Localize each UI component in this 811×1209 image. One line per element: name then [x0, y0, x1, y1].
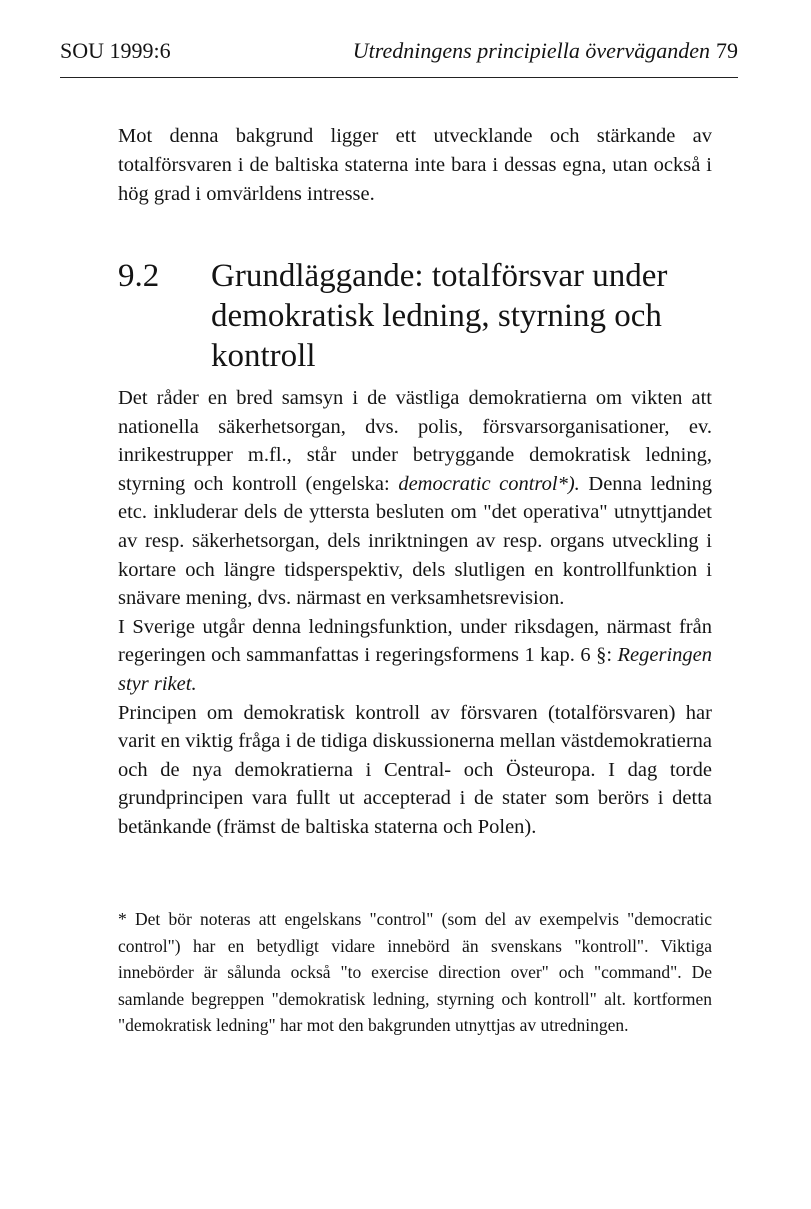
intro-paragraph: Mot denna bakgrund ligger ett utvecklande och stärkande av totalförsvaren i de baltiska staterna inte bara i dessas egna, utan också i hög grad i omvärldens intresse. [118, 125, 712, 205]
paragraph-3: Principen om demokratisk kontroll av försvaren (totalförsvaren) har varit en viktig fråga i de tidiga diskussionerna mellan västdemokratierna och de nya demokratierna i Central- och Östeuropa. I dag torde grundprincipen vara fullt ut accepterad i de stater som berörs i detta betänkande (främst de baltiska staterna och Polen). [118, 701, 712, 838]
paragraph-2-italic: Regeringen styr riket. [118, 644, 712, 695]
paragraph-1-end: Denna ledning etc. inkluderar dels de yttersta besluten om "det operativa" utnyttjandet av resp. säkerhetsorgan, dels inriktningen av resp. organs utveckling i kortare och längre tidsperspektiv, dels slutligen en kontrollfunktion i snävare mening, dvs. närmast en verksamhetsrevision. [118, 472, 712, 610]
chapter-title-text: Utredningens principiella överväganden [352, 38, 710, 63]
footnote [90, 906, 712, 1039]
page-number: 79 [716, 38, 738, 63]
paragraph-2 [118, 613, 712, 699]
section-title: Grundläggande: totalförsvar under demokratisk ledning, styrning och kontroll [211, 258, 668, 374]
footnote-text: * Det bör noteras att engelskans "control" (som del av exempelvis "democratic control") har en betydligt vidare innebörd än svenskans "kontroll". Viktiga innebörder är sålunda också "to exercise direction over" och "command". De samlande begreppen "demokratisk ledning, styrning och kontroll" alt. kortformen "demokratisk ledning" har mot den bakgrunden utnyttjas av utredningen. [118, 909, 712, 1035]
report-id: SOU 1999:6 [60, 38, 171, 63]
paragraph-1 [118, 384, 712, 613]
chapter-title [353, 38, 738, 64]
running-header [60, 38, 738, 70]
header-rule [60, 77, 738, 78]
paragraph-1-start: Det råder en bred samsyn i de västliga demokratierna om vikten att nationella säkerhetsorgan, dvs. polis, försvarsorganisationer, ev. inrikestrupper m.fl., står under betryggande demokratisk ledning, styrning och kontroll (engelska: [118, 387, 712, 495]
body-text [118, 384, 712, 842]
paragraph-2-start: I Sverige utgår denna ledningsfunktion, under riksdagen, närmast från regeringen och sammanfattas i regeringsformens 1 kap. 6 §: [118, 615, 712, 667]
section-number: 9.2 [118, 258, 160, 294]
paragraph-1-italic: democratic control*). [398, 472, 580, 495]
